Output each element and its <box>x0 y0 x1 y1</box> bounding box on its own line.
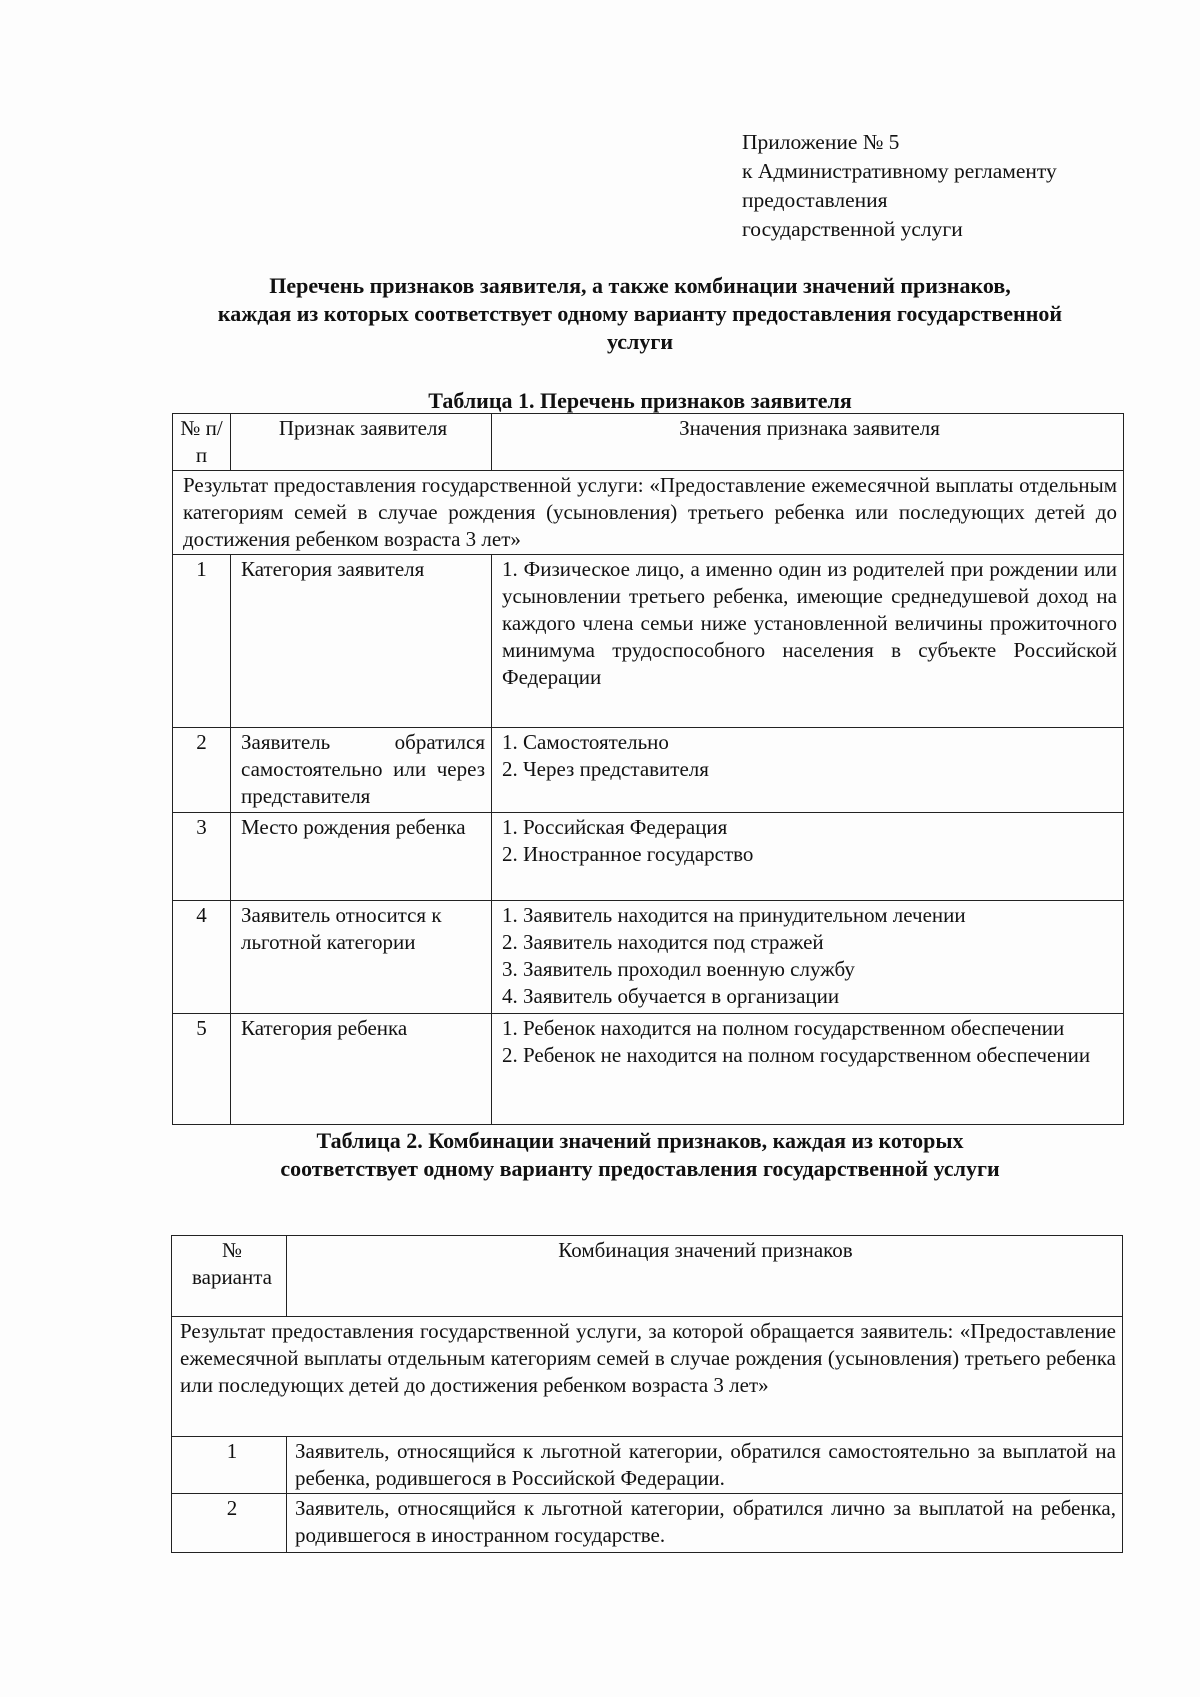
row-num: 3 <box>173 813 231 901</box>
value-item: 2. Ребенок не находится на полном государственном обеспечении <box>502 1043 1091 1067</box>
row-attribute: Место рождения ребенка <box>231 813 492 901</box>
title-line: Перечень признаков заявителя, а также комбинации значений признаков, <box>269 273 1011 298</box>
value-item: 1. Физическое лицо, а именно один из родителей при рождении или усыновлении третьего ребенка, имеющие среднедушевой доход на каждого члена семьи ниже установленной величины прожиточного минимума трудоспособного населения в субъекте Российской Федерации <box>502 557 1117 689</box>
row-attribute: Заявитель относится к льготной категории <box>231 901 492 1014</box>
row-attribute: Категория заявителя <box>231 555 492 728</box>
value-item: 4. Заявитель обучается в организации <box>502 984 840 1008</box>
row-values <box>492 813 1124 901</box>
table-row <box>172 1437 1123 1494</box>
row-combination: Заявитель, относящийся к льготной категории, обратился лично за выплатой на ребенка, родившегося в иностранном государстве. <box>287 1494 1123 1553</box>
row-values <box>492 555 1124 728</box>
row-num: 5 <box>173 1014 231 1125</box>
table-row <box>173 1014 1124 1125</box>
table-header-row <box>172 1236 1123 1317</box>
row-num: 1 <box>173 555 231 728</box>
appendix-line: к Административному регламенту <box>742 159 1057 183</box>
table-section-row <box>172 1317 1123 1437</box>
caption-line: Таблица 2. Комбинации значений признаков, каждая из которых <box>316 1128 964 1153</box>
row-values <box>492 1014 1124 1125</box>
table-section-row <box>173 471 1124 555</box>
value-item: 1. Заявитель находится на принудительном лечении <box>502 903 966 927</box>
value-item: 1. Ребенок находится на полном государственном обеспечении <box>502 1016 1065 1040</box>
appendix-line: предоставления <box>742 188 888 212</box>
row-attribute: Заявитель обратился самостоятельно или через представителя <box>231 728 492 813</box>
row-num: 1 <box>172 1437 287 1494</box>
value-item: 1. Российская Федерация <box>502 815 728 839</box>
section-text: Результат предоставления государственной услуги, за которой обращается заявитель: «Предоставление ежемесячной выплаты отдельным категориям семей в случае рождения (усыновления) третьего ребенка или последующих детей до достижения ребенком возраста 3 лет» <box>172 1317 1123 1437</box>
header-combination: Комбинация значений признаков <box>287 1236 1123 1317</box>
row-num: 2 <box>173 728 231 813</box>
caption-line: соответствует одному варианту предоставления государственной услуги <box>280 1156 1000 1181</box>
row-num: 2 <box>172 1494 287 1553</box>
table-row <box>173 555 1124 728</box>
header-variant-num: № варианта <box>172 1236 287 1317</box>
title-line: услуги <box>606 329 674 354</box>
header-attribute: Признак заявителя <box>231 414 492 471</box>
table2-caption <box>150 1127 1130 1183</box>
value-item: 2. Через представителя <box>502 757 709 781</box>
table-row <box>173 728 1124 813</box>
attribute-combinations-table <box>171 1235 1123 1553</box>
header-num: № п/п <box>173 414 231 471</box>
table-row <box>173 813 1124 901</box>
row-values <box>492 728 1124 813</box>
appendix-header <box>742 128 1142 244</box>
row-num: 4 <box>173 901 231 1014</box>
table1-caption: Таблица 1. Перечень признаков заявителя <box>428 388 852 413</box>
value-item: 2. Иностранное государство <box>502 842 754 866</box>
applicant-attributes-table <box>172 413 1124 1125</box>
row-combination: Заявитель, относящийся к льготной категории, обратился самостоятельно за выплатой на ребенка, родившегося в Российской Федерации. <box>287 1437 1123 1494</box>
title-line: каждая из которых соответствует одному варианту предоставления государственной <box>217 301 1063 326</box>
row-attribute: Категория ребенка <box>231 1014 492 1125</box>
row-values <box>492 901 1124 1014</box>
appendix-line: Приложение № 5 <box>742 130 900 154</box>
table-header-row <box>173 414 1124 471</box>
appendix-line: государственной услуги <box>742 217 963 241</box>
document-title <box>150 272 1130 356</box>
table-row <box>173 901 1124 1014</box>
header-values: Значения признака заявителя <box>492 414 1124 471</box>
section-text: Результат предоставления государственной услуги: «Предоставление ежемесячной выплаты отдельным категориям семей в случае рождения (усыновления) третьего ребенка или последующих детей до достижения ребенком возраста 3 лет» <box>173 471 1124 555</box>
table-row <box>172 1494 1123 1553</box>
value-item: 3. Заявитель проходил военную службу <box>502 957 855 981</box>
value-item: 1. Самостоятельно <box>502 730 669 754</box>
value-item: 2. Заявитель находится под стражей <box>502 930 824 954</box>
